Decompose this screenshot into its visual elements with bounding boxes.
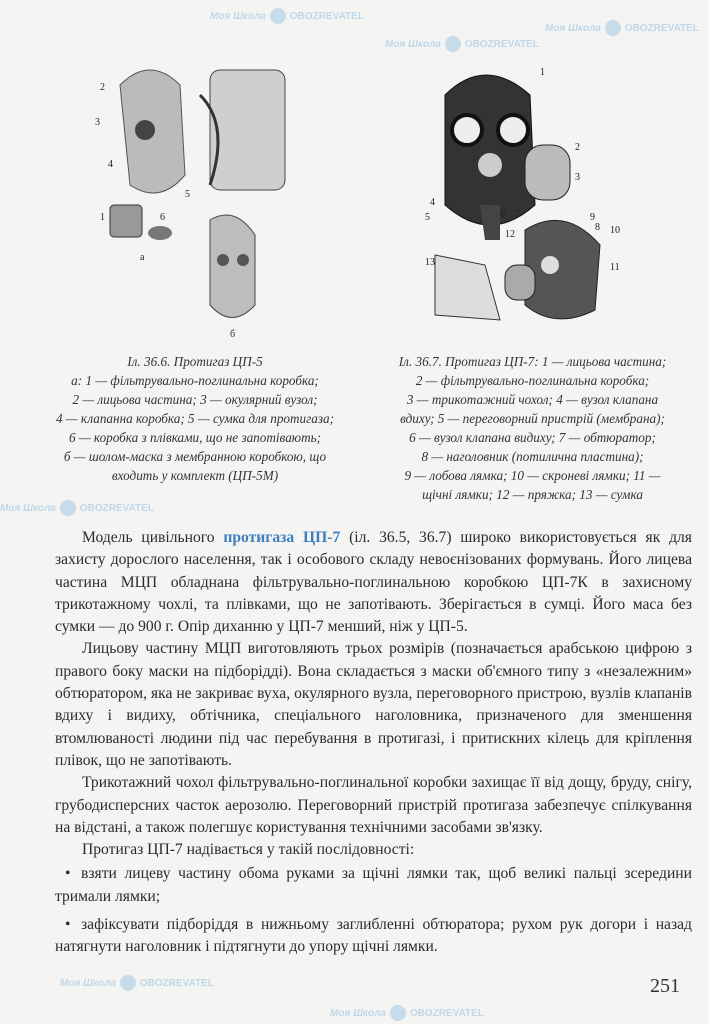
watermark-text: OBOZREVATEL [464, 38, 539, 50]
caption-line: 9 — лобова лямка; 10 — скроневі лямки; 11 — [404, 468, 661, 483]
figure-label: а [140, 252, 145, 263]
figure-label: 5 [425, 212, 430, 223]
caption-line: Іл. 36.7. Протигаз ЦП-7: 1 — лицьова частина; [398, 354, 667, 369]
gas-mask-cp7-illustration [405, 55, 635, 345]
figure-label: 2 [100, 82, 105, 93]
figure-label: 5 [185, 189, 190, 200]
caption-line: 6 — коробка з плівками, що не запотівають; [68, 430, 322, 445]
watermark-text: Моя Школа [210, 10, 266, 22]
figure-label: 1 [100, 212, 105, 223]
page-number: 251 [650, 975, 680, 997]
figure-label: 2 [575, 142, 580, 153]
watermark-text: OBOZREVATEL [409, 1007, 484, 1019]
bullet-icon: • [65, 865, 71, 883]
figure-label: 11 [610, 262, 620, 273]
figure-label: 6 [500, 209, 505, 220]
figure-label: 1 [540, 67, 545, 78]
paragraph: Трикотажний чохол фільтрувально-поглинальної коробки захищає її від дощу, бруду, снігу, грубодисперсних часток аерозолю. Переговорний пристрій протигаза забезпечує спілкування на відстані, а також полегшує користування технічними засобами зв'язку. [55, 774, 692, 836]
watermark-logo-icon [605, 20, 621, 36]
figure-caption-cp5 [30, 352, 360, 485]
caption-line: 6 — вузол клапана видиху; 7 — обтюратор; [409, 430, 656, 445]
watermark [0, 500, 154, 516]
watermark-logo-icon [60, 500, 76, 516]
figure-label: 8 [595, 222, 600, 233]
watermark [385, 36, 539, 52]
caption-line: входить у комплект (ЦП-5М) [111, 468, 279, 483]
gas-mask-cp5-illustration [60, 55, 340, 345]
watermark-logo-icon [120, 975, 136, 991]
watermark-text: OBOZREVATEL [289, 10, 364, 22]
paragraph: Лицьову частину МЦП виготовляють трьох розмірів (позначається арабською цифрою з правого боку маски на підборідді). Вона складається з маски об'ємного типу з «незалежним» обтюратором, яка не закриває вуха, окулярного вузла, переговорного пристрою, вузлів клапанів вдиху і видиху, обтічника, спеціального наголовника, призначеного для зменшення втомлюваності людини під час перебування в протигазі, і притискних кілець для кріплення плівок, що не запотівають. [55, 640, 692, 769]
figure-label: 3 [575, 172, 580, 183]
caption-line: щічні лямки; 12 — пряжка; 13 — сумка [422, 487, 643, 502]
paragraph [55, 527, 692, 638]
caption-line: 2 — лицьова частина; 3 — окулярний вузол; [72, 392, 318, 407]
list-item-text: взяти лицеву частину обома руками за щічні лямки так, щоб великі пальці зсередини тримали лямки; [55, 865, 692, 905]
figure-label: 6 [160, 212, 165, 223]
list-item-text: зафіксувати підборіддя в нижньому заглибленні обтюратора; рухом рук догори і назад натягнути наголовник і підтягнути до упору щічні лямки. [55, 916, 692, 956]
watermark-text: Моя Школа [330, 1007, 386, 1019]
watermark-text: Моя Школа [545, 22, 601, 34]
watermark [330, 1005, 484, 1021]
list-item [55, 863, 692, 908]
list-item [55, 914, 692, 959]
figure-label: 9 [590, 212, 595, 223]
caption-line: 3 — трикотажний чохол; 4 — вузол клапана [406, 392, 659, 407]
watermark [545, 20, 699, 36]
figure-gas-mask-cp5 [60, 55, 340, 345]
watermark-text: Моя Школа [60, 977, 116, 989]
caption-line: 4 — клапанна коробка; 5 — сумка для протигаза; [55, 411, 334, 426]
caption-line: вдиху; 5 — переговорний пристрій (мембрана); [400, 411, 665, 426]
figure-label: 13 [425, 257, 435, 268]
watermark-text: OBOZREVATEL [139, 977, 214, 989]
body-text [55, 527, 692, 959]
figure-label: 4 [108, 159, 113, 170]
caption-title: Іл. 36.6. Протигаз ЦП-5 [127, 354, 263, 369]
watermark-logo-icon [390, 1005, 406, 1021]
figure-label: 3 [95, 117, 100, 128]
figure-label: б [230, 329, 236, 340]
text: Модель цивільного [82, 529, 224, 546]
caption-line: б — шолом-маска з мембранною коробкою, що [63, 449, 327, 464]
text: (іл. 36.5, 36.7) широко використовується як для захисту дорослого населення, так і особового складу невоєнізованих формувань. Його лицева частина МЦП обладнана фільтрувально-поглинальною коробкою ЦП-7К в захисному трикотажному чохлі, та плівками, що не запотівають. Зберігається в сумці. Його маса без сумки — до 900 г. Опір диханню у ЦП-7 менший, ніж у ЦП-5. [55, 529, 692, 636]
watermark-text: Моя Школа [0, 502, 56, 514]
bullet-icon: • [65, 916, 71, 934]
caption-line: 8 — наголовник (потилична пластина); [421, 449, 644, 464]
figure-label: 12 [505, 229, 515, 240]
caption-line: а: 1 — фільтрувально-поглинальна коробка; [71, 373, 319, 388]
figure-caption-cp7 [365, 352, 700, 504]
watermark-text: Моя Школа [385, 38, 441, 50]
figure-label: 10 [610, 225, 620, 236]
watermark [60, 975, 214, 991]
figure-label: 7 [515, 209, 520, 220]
watermark-logo-icon [270, 8, 286, 24]
figure-label: 4 [430, 197, 435, 208]
watermark-logo-icon [445, 36, 461, 52]
watermark [210, 8, 364, 24]
figure-gas-mask-cp7 [405, 55, 635, 345]
watermark-text: OBOZREVATEL [79, 502, 154, 514]
paragraph: Протигаз ЦП-7 надівається у такій послідовності: [82, 841, 415, 859]
highlighted-term: протигаза ЦП-7 [223, 529, 341, 546]
caption-line: 2 — фільтрувально-поглинальна коробка; [415, 373, 650, 388]
watermark-text: OBOZREVATEL [624, 22, 699, 34]
